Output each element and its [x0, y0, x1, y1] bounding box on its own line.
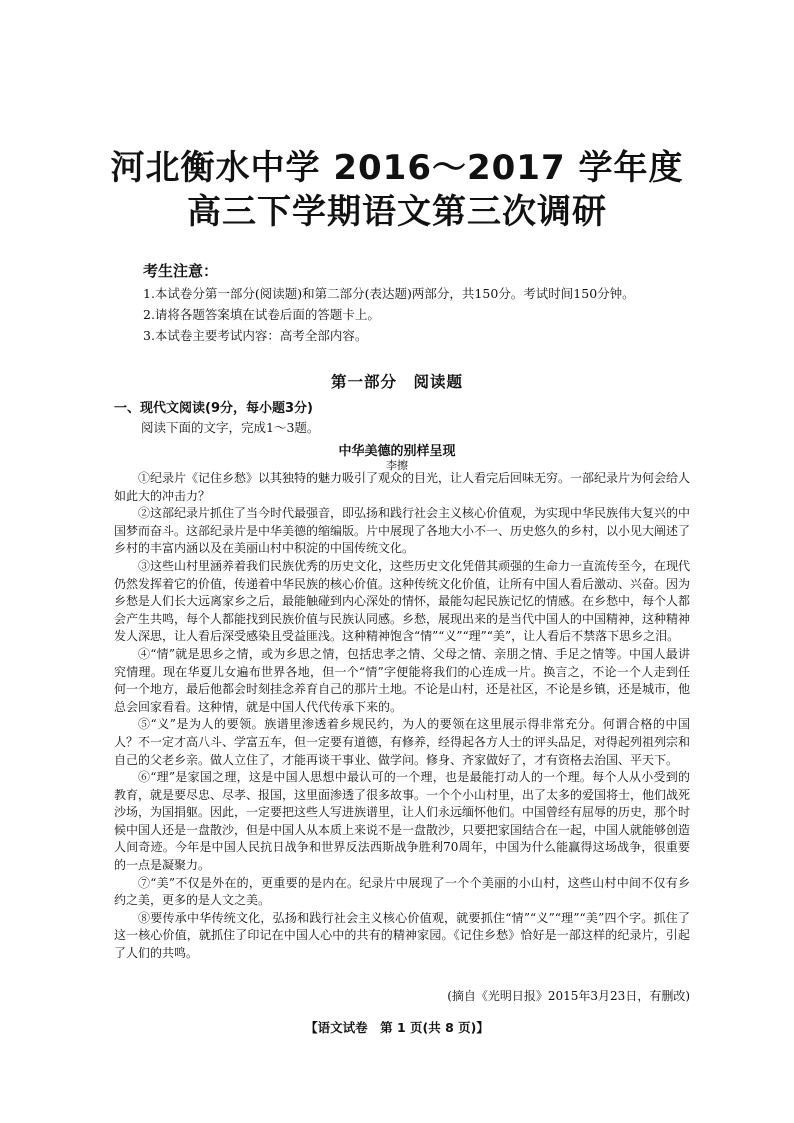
- article-paragraph: ③这些山村里涵养着我们民族优秀的历史文化，这些历史文化凭借其顽强的生命力一直流传至今，在现代仍然发挥着它的价值，传递着中华民族的核心价值。这种传统文化价值，让所有中国人看后激动、兴奋。因为乡愁是人们长大远离家乡之后，最能触碰到内心深处的情怀，最能勾起民族记忆的情感。在乡愁中，每个人都会产生共鸣，每个人都能找到民族价值与民族认同感。乡愁，展现出来的是当代中国人的中国精神，这种精神发人深思，让人看后深受感染且受益匪浅。这种精神饱含“情”“义”“理”“美”，让人看后不禁落下思乡之泪。: [114, 558, 691, 644]
- reading-instruction: 阅读下面的文字，完成1～3题。: [141, 420, 320, 435]
- article-paragraph: ⑧要传承中华传统文化，弘扬和践行社会主义核心价值观，就要抓住“情”“义”“理”“美”四个字。抓住了这一核心价值，就抓住了印记在中国人心中的共有的精神家园。《记住乡愁》恰好是一部这样的纪录片，引起了人们的共鸣。: [114, 910, 690, 961]
- article-paragraph: ④“情”就是思乡之情，或为乡思之情，包括忠孝之情、父母之情、亲朋之情、手足之情等。中国人最讲究情理。现在华夏儿女遍布世界各地，但一个“情”字便能将我们的心连成一片。换言之，不论一个人走到任何一个地方，最后他都会时刻挂念养育自己的那片土地。不论是山村，还是社区，不论是乡镇，还是城市，他总会回家看看。这种情，就是中国人代代传承下来的。: [114, 646, 691, 714]
- article-body: [114, 470, 690, 963]
- notice-item: 2.请将各题答案填在试卷后面的答题卡上。: [143, 307, 380, 322]
- article-paragraph: ⑦“美”不仅是外在的，更重要的是内在。纪录片中展现了一个个美丽的小山村，这些山村中间不仅有乡约之美，更多的是人文之美。: [114, 875, 690, 908]
- article-paragraph: ②这部纪录片抓住了当今时代最强音，即弘扬和践行社会主义核心价值观，为实现中华民族伟大复兴的中国梦而奋斗。这部纪录片是中华美德的缩编版。片中展现了各地大小不一、历史悠久的乡村，以小见大阐述了乡村的丰富内涵以及在美丽山村中积淀的中国传统文化。: [114, 506, 691, 556]
- notice-item: 3.本试卷主要考试内容：高考全部内容。: [143, 328, 368, 343]
- article-source: (摘自《光明日报》2015年3月23日，有删改): [447, 989, 690, 1003]
- article-title: 中华美德的别样呈现: [338, 444, 456, 459]
- article-paragraph: ⑥“理”是家国之理，这是中国人思想中最认可的一个理，也是最能打动人的一个理。每个人从小受到的教育，就是要尽忠、尽孝、报国，这里面渗透了很多故事。一个个小山村里，出了太多的爱国将士，他们战死沙场，为国捐躯。因此，一定要把这些人写进族谱里，让人们永远缅怀他们。中国曾经有屈辱的历史，那个时候中国人还是一盘散沙，但是中国人从本质上来说不是一盘散沙，只要把家国结合在一起，中国人就能够创造人间奇迹。今年是中国人民抗日战争和世界反法西斯战争胜利70周年，中国为什么能赢得这场战争，很重要的一点是凝聚力。: [114, 770, 691, 873]
- page-footer: 【语文试卷 第 1 页(共 8 页)】: [305, 1020, 489, 1035]
- notice-list: [143, 283, 723, 346]
- exam-title-school-year: 河北衡水中学 2016～2017 学年度: [110, 148, 684, 188]
- notice-item: 1.本试卷分第一部分(阅读题)和第二部分(表达题)两部分，共150分。考试时间150分钟。: [143, 286, 635, 301]
- article-author: 李擦: [386, 459, 408, 472]
- article-paragraph: ⑤“义”是为人的要领。族谱里渗透着乡规民约，为人的要领在这里展示得非常充分。何谓合格的中国人？不一定才高八斗、学富五车，但一定要有道德，有修养，经得起各方人士的评头品足，对得起列祖列宗和自己的父老乡亲。做人立住了，才能再谈干事业、做学问。修身、齐家做好了，才有资格去治国、平天下。: [114, 717, 691, 767]
- article-paragraph: ①纪录片《记住乡愁》以其独特的魅力吸引了观众的目光，让人看完后回味无穷。一部纪录片为何会给人如此大的冲击力？: [114, 471, 691, 503]
- part-one-heading: 第一部分 阅读题: [330, 373, 463, 391]
- exam-title-subject: 高三下学期语文第三次调研: [187, 192, 607, 232]
- section-heading: 一、现代文阅读(9分，每小题3分): [114, 401, 313, 416]
- notice-heading: 考生注意：: [143, 262, 219, 280]
